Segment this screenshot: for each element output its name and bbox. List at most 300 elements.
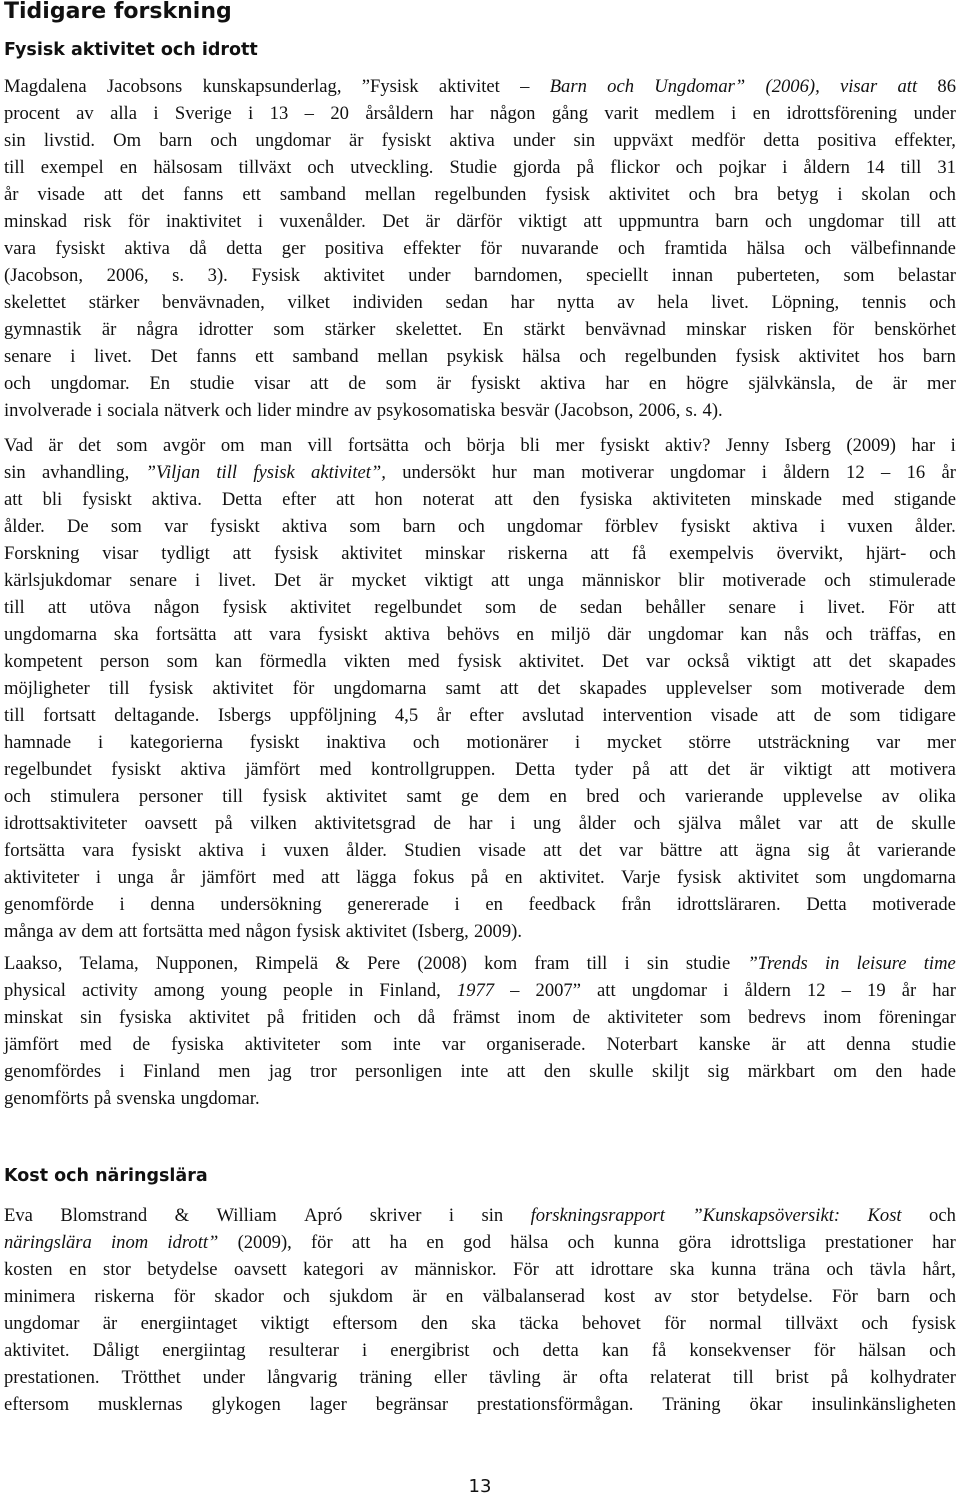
word: fokus	[413, 867, 455, 888]
word: 20	[330, 103, 349, 124]
word: att	[543, 840, 562, 861]
word: i	[119, 1061, 125, 1082]
word: det	[78, 435, 102, 456]
word: de	[433, 813, 451, 834]
word: om	[220, 435, 245, 456]
word: aktivitet	[608, 184, 670, 205]
word: minskad	[4, 211, 68, 232]
word: en	[445, 1286, 464, 1307]
word: noterat	[422, 489, 475, 510]
word: i	[261, 840, 267, 861]
text-line	[4, 513, 956, 540]
word: den	[543, 1061, 571, 1082]
word: motivera	[889, 759, 956, 780]
word: ungdomarna	[333, 678, 427, 699]
word: att	[897, 76, 918, 97]
word: genomförde	[4, 894, 94, 915]
word: skulle	[911, 813, 956, 834]
word: få	[631, 543, 647, 564]
word: samband	[279, 184, 346, 205]
word: kan	[740, 624, 768, 645]
word: fysisk	[911, 1313, 956, 1334]
word: nätverk	[164, 400, 225, 421]
text-line	[4, 370, 956, 397]
word: forskningsrapport	[530, 1205, 665, 1226]
word: feedback	[528, 894, 596, 915]
word: man	[533, 462, 566, 483]
word: målet	[739, 813, 781, 834]
word: deltagande.	[114, 705, 200, 726]
word: ett	[242, 184, 261, 205]
word: fysiskt	[210, 516, 260, 537]
text-line	[4, 810, 956, 837]
word: är	[425, 211, 440, 232]
text-line	[4, 289, 956, 316]
word: tydligt	[161, 543, 210, 564]
word: livet.	[827, 597, 866, 618]
paragraph-isberg	[4, 432, 956, 945]
text-line	[4, 1202, 956, 1229]
word: leisure	[856, 953, 907, 974]
word: sedan	[580, 597, 623, 618]
word: insulinkänsligheten	[811, 1394, 956, 1415]
word: barn	[715, 211, 749, 232]
word: Trötthet	[121, 1367, 181, 1388]
word: var	[164, 516, 188, 537]
word: (2009)	[846, 435, 896, 456]
word: mer	[926, 373, 956, 394]
word: fysisk	[148, 678, 194, 699]
word: att	[233, 624, 253, 645]
word: som	[485, 597, 517, 618]
word: stigande	[894, 489, 956, 510]
word: som	[385, 373, 417, 394]
word: s.	[685, 400, 703, 421]
text-line	[4, 594, 956, 621]
word: själva	[678, 813, 722, 834]
word: bättre	[659, 840, 703, 861]
word: den	[532, 489, 560, 510]
word: hos	[878, 346, 905, 367]
word: Detta	[806, 894, 847, 915]
word: men	[218, 1061, 251, 1082]
word: i	[819, 516, 826, 537]
word: medför	[691, 130, 746, 151]
word: att	[590, 543, 609, 564]
text-line	[4, 73, 956, 100]
word: att	[103, 184, 123, 205]
word: till	[732, 1367, 754, 1388]
word: motiverade	[821, 678, 905, 699]
word: stärkt	[523, 319, 566, 340]
word: involverade	[4, 400, 97, 421]
word: svenska	[116, 1088, 181, 1109]
word: 16	[906, 462, 926, 483]
word: viktigt	[746, 651, 796, 672]
word: är	[349, 130, 364, 151]
word: kontrollgruppen.	[370, 759, 496, 780]
word: fysisk	[296, 921, 346, 942]
word: till	[216, 462, 238, 483]
page-heading: Tidigare forskning	[4, 0, 232, 24]
word: ungdomar	[808, 211, 884, 232]
word: åldern	[744, 980, 791, 1001]
word: därför	[456, 211, 502, 232]
word: visar	[102, 543, 139, 564]
word: inom	[823, 1007, 862, 1028]
word: en	[516, 624, 535, 645]
word: ökar	[749, 1394, 783, 1415]
word: träning	[359, 1367, 413, 1388]
word: glykogen	[211, 1394, 281, 1415]
word: år	[4, 184, 19, 205]
word: in	[348, 980, 364, 1001]
word: fysisk	[262, 786, 307, 807]
word: idrottsaktiviteter	[4, 813, 127, 834]
word: har	[468, 813, 493, 834]
word: och	[457, 516, 485, 537]
word: individen	[352, 292, 423, 313]
word: de	[813, 705, 832, 726]
text-line	[4, 837, 956, 864]
word: aktivitet”,	[311, 462, 386, 483]
word: minskar	[424, 543, 485, 564]
word: ha	[389, 1232, 408, 1253]
word: kolhydrater	[870, 1367, 956, 1388]
word: regelbundet	[374, 597, 463, 618]
word: regelbundet	[4, 759, 92, 780]
word: skiljt	[652, 1061, 690, 1082]
word: det	[141, 184, 165, 205]
word: En	[149, 373, 171, 394]
word: kosten	[4, 1259, 53, 1280]
word: framtida	[664, 238, 728, 259]
word: i	[782, 157, 788, 178]
text-line	[4, 891, 956, 918]
word: 13	[269, 103, 289, 124]
word: aktiviteter	[607, 1007, 683, 1028]
paragraph-jacobson	[4, 73, 956, 424]
word: för	[310, 1232, 333, 1253]
word: är	[412, 1286, 427, 1307]
word: till	[4, 157, 25, 178]
word: sin	[646, 953, 669, 974]
word: (Jacobson,	[4, 265, 84, 286]
word: studie	[189, 373, 235, 394]
word: var	[618, 840, 643, 861]
word: Det	[150, 346, 178, 367]
word: är	[319, 570, 334, 591]
word: idrottsförening	[786, 103, 898, 124]
word: på	[215, 813, 233, 834]
word: att	[937, 597, 956, 618]
word: kategorierna	[129, 732, 223, 753]
word: skelettet	[4, 292, 66, 313]
word: att	[118, 921, 143, 942]
word: de	[855, 373, 873, 394]
word: år	[901, 980, 917, 1001]
word: ungdomar	[631, 980, 708, 1001]
word: efter	[469, 705, 504, 726]
word: och	[492, 1340, 520, 1361]
word: betydelse	[147, 1259, 218, 1280]
word: fortsätta	[4, 840, 65, 861]
word: år	[170, 867, 185, 888]
word: (2008)	[417, 953, 467, 974]
word: minskar	[686, 319, 747, 340]
word: risken	[766, 319, 812, 340]
word: barndomen,	[474, 265, 563, 286]
word: viktigt	[783, 759, 833, 780]
word: i	[95, 867, 102, 888]
word: detta	[226, 238, 263, 259]
word: senare	[4, 346, 52, 367]
word: denna	[846, 1034, 891, 1055]
word: effekter	[403, 238, 461, 259]
word: till	[4, 705, 25, 726]
word: lägga	[356, 867, 397, 888]
word: för	[813, 1340, 836, 1361]
word: är	[436, 373, 451, 394]
word: främst	[452, 1007, 500, 1028]
word: gymnastik	[4, 319, 82, 340]
word: Träning	[662, 1394, 721, 1415]
word: ungdomar	[669, 462, 746, 483]
word: fysisk	[545, 184, 590, 205]
word: och	[224, 400, 257, 421]
word: av	[881, 786, 900, 807]
word: från	[621, 894, 652, 915]
word: samband	[292, 346, 359, 367]
word: vilket	[287, 292, 330, 313]
word: aktiva	[384, 624, 430, 645]
word: ungdomar	[4, 1313, 80, 1334]
word: detta	[542, 1340, 579, 1361]
word: mer	[555, 435, 585, 456]
word: med	[208, 921, 246, 942]
word: inom	[111, 1232, 149, 1253]
word: inte	[460, 1061, 489, 1082]
word: i	[248, 103, 254, 124]
word: skolan	[861, 184, 911, 205]
word: de	[876, 813, 894, 834]
word: kan	[601, 1340, 629, 1361]
text-line	[4, 1031, 956, 1058]
word: eftersom	[4, 1394, 70, 1415]
word: benskörhet	[874, 319, 956, 340]
word: på	[830, 1367, 849, 1388]
word: psykisk	[446, 346, 504, 367]
word: aktiva.	[151, 489, 202, 510]
word: young	[220, 980, 268, 1001]
word: aktiva	[281, 516, 328, 537]
word: som	[770, 678, 802, 699]
word: jag	[268, 1061, 292, 1082]
word: självkänsla,	[748, 373, 836, 394]
word: Studie	[449, 157, 497, 178]
word: Sverige	[174, 103, 232, 124]
text-line	[4, 100, 956, 127]
word: och	[765, 211, 792, 232]
word: samt	[406, 786, 442, 807]
word: en	[752, 103, 771, 124]
word: 14	[866, 157, 885, 178]
word: varierande	[685, 786, 764, 807]
word: viktigt	[424, 570, 473, 591]
word: skelettet.	[395, 319, 463, 340]
word: var	[798, 813, 823, 834]
word: hade	[920, 1061, 956, 1082]
word: livet.	[94, 346, 132, 367]
word: kategori	[303, 1259, 364, 1280]
word: belastar	[898, 265, 956, 286]
word: på	[470, 867, 489, 888]
word: Barn	[549, 76, 587, 97]
word: William	[216, 1205, 277, 1226]
word: tillväxt	[238, 157, 292, 178]
text-line	[4, 459, 956, 486]
word: Magdalena	[4, 76, 87, 97]
word: För	[513, 1259, 539, 1280]
word: fysiska	[118, 1007, 172, 1028]
word: att	[494, 489, 513, 510]
word: sin	[80, 1007, 102, 1028]
word: skulle	[589, 1061, 634, 1082]
word: där	[607, 624, 631, 645]
word: sin	[4, 462, 26, 483]
word: ålder.	[4, 516, 45, 537]
word: motiverar	[581, 462, 654, 483]
word: i	[97, 732, 104, 753]
word: är	[102, 1313, 118, 1334]
word: under	[408, 265, 451, 286]
word: effekter,	[894, 130, 956, 151]
text-line	[4, 783, 956, 810]
word: dem	[81, 921, 119, 942]
word: stor	[690, 1286, 719, 1307]
word: prestationsförmågan.	[476, 1394, 634, 1415]
word: visade	[710, 705, 759, 726]
word: tävling	[489, 1367, 541, 1388]
word: Eva	[4, 1205, 33, 1226]
word: börja	[466, 435, 505, 456]
word: att	[47, 597, 67, 618]
word: fysiskt	[249, 732, 300, 753]
word: aktivitet.	[4, 1340, 70, 1361]
word: fysiskt	[680, 516, 731, 537]
paragraph-blomstrand	[4, 1202, 956, 1418]
word: Rimpelä	[255, 953, 319, 974]
word: Det	[601, 651, 629, 672]
word: viktigt	[260, 1313, 310, 1334]
text-line	[4, 648, 956, 675]
word: prestationen.	[4, 1367, 100, 1388]
word: oavsett	[144, 813, 198, 834]
word: miljö	[550, 624, 591, 645]
word: De	[67, 516, 89, 537]
word: då	[189, 238, 207, 259]
word: behåller	[645, 597, 706, 618]
word: och	[618, 238, 645, 259]
word: aktivitet	[798, 346, 860, 367]
word: var	[441, 1034, 466, 1055]
word: fanns	[183, 184, 224, 205]
word: träna	[772, 1259, 811, 1280]
word: fysisk	[253, 462, 295, 483]
word: och	[307, 157, 335, 178]
word: den	[421, 1313, 448, 1334]
text-line	[4, 208, 956, 235]
word: i	[950, 435, 956, 456]
word: hur	[491, 462, 517, 483]
word: i	[153, 103, 159, 124]
word: till	[108, 678, 130, 699]
word: Kost	[867, 1205, 902, 1226]
word: en	[648, 373, 667, 394]
word: årsåldern	[365, 103, 434, 124]
word: att	[937, 211, 956, 232]
word: relaterat	[650, 1367, 711, 1388]
word: har	[449, 103, 474, 124]
word: högre	[686, 373, 729, 394]
word: ungdomarna	[862, 867, 956, 888]
word: var	[876, 732, 901, 753]
word: förblev	[604, 516, 659, 537]
word: normal	[709, 1313, 762, 1334]
word: 3).	[207, 265, 228, 286]
word: fysiskt	[381, 130, 432, 151]
word: och	[4, 786, 31, 807]
word: är	[749, 759, 765, 780]
word: ungdomar	[647, 624, 724, 645]
word: är	[101, 319, 117, 340]
word: i	[195, 570, 201, 591]
word: En	[482, 319, 504, 340]
word: bli	[520, 435, 540, 456]
word: genomfördes	[4, 1061, 102, 1082]
word: s.	[172, 265, 185, 286]
word: (2009),	[237, 1232, 292, 1253]
word: vill	[307, 435, 333, 456]
word: senare	[129, 570, 177, 591]
word: visade	[478, 840, 526, 861]
word: det	[537, 678, 561, 699]
word: tidigare	[899, 705, 956, 726]
word: och	[675, 157, 703, 178]
word: Detta	[221, 489, 263, 510]
word: ålder.	[346, 840, 387, 861]
word: ett	[255, 346, 274, 367]
word: har	[510, 292, 535, 313]
word: större	[688, 732, 731, 753]
word: medlem	[654, 103, 715, 124]
word: varierande	[877, 840, 956, 861]
word: benvävnad	[585, 319, 666, 340]
word: sedan	[445, 292, 488, 313]
word: många	[4, 921, 59, 942]
word: minimera	[4, 1286, 76, 1307]
word: sig	[807, 840, 830, 861]
word: det	[707, 759, 731, 780]
word: Studien	[404, 840, 462, 861]
word: ”Kunskapsöversikt:	[692, 1205, 841, 1226]
word: kärlsjukdomar	[4, 570, 112, 591]
word: har	[911, 435, 936, 456]
word: För	[888, 597, 915, 618]
word: näringslära	[4, 1232, 92, 1253]
word: mindre	[296, 400, 354, 421]
word: och	[929, 1340, 956, 1361]
